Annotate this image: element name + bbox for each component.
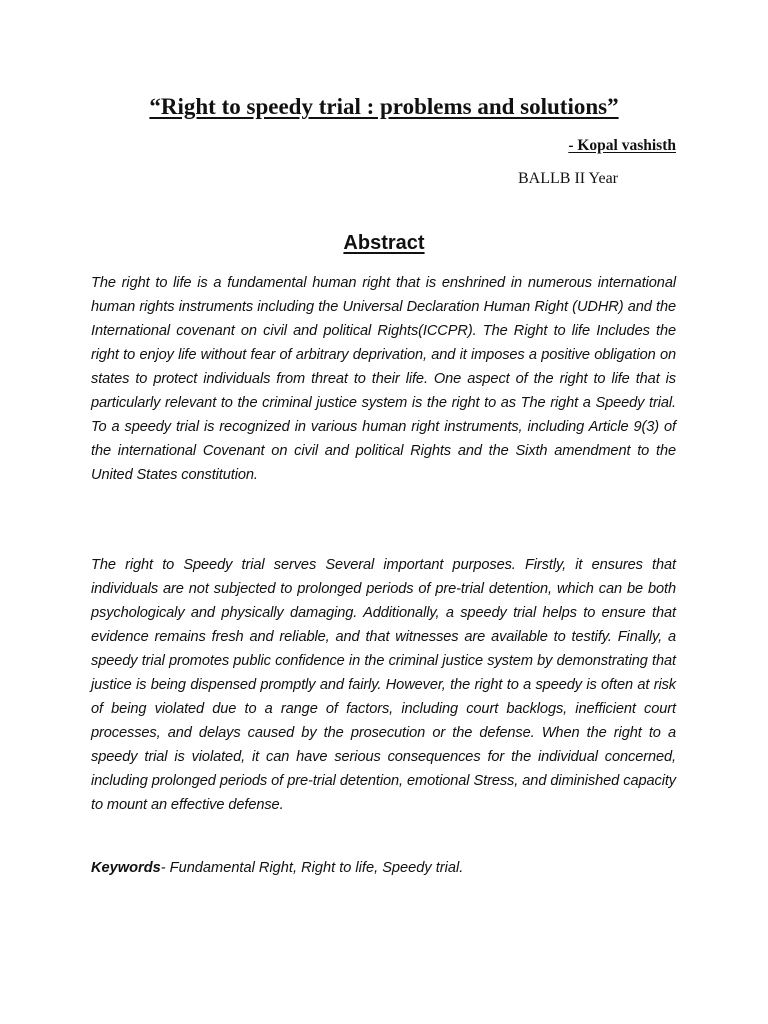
abstract-paragraph-1: The right to life is a fundamental human right that is enshrined in numerous international human rights instruments including the Universal Declaration Human Right (UDHR) and the International covenant on civil and political Rights(ICCPR). The Right to life Includes the right to enjoy life without fear of arbitrary deprivation, and it imposes a positive obligation on states to protect individuals from threat to their life. One aspect of the right to life that is particularly relevant to the criminal justice system is the right to as The right a Speedy trial. To a speedy trial is recognized in various human right instruments, including Article 9(3) of the international Covenant on civil and political Rights and the Sixth amendment to the United States constitution. <box>91 275 676 483</box>
keywords-text: - Fundamental Right, Right to life, Speedy trial. <box>160 860 464 876</box>
author-year: BALLB II Year <box>518 170 618 187</box>
author-name: - Kopal vashisth <box>568 137 676 154</box>
keywords-label: Keywords <box>91 860 161 876</box>
keywords-line <box>91 856 676 880</box>
abstract-heading: Abstract <box>343 232 425 254</box>
document-title: “Right to speedy trial : problems and solutions” <box>149 94 619 119</box>
abstract-paragraph-2: The right to Speedy trial serves Several important purposes. Firstly, it ensures that individuals are not subjected to prolonged periods of pre-trial detention, which can be both psychologicaly and physically damaging. Additionally, a speedy trial helps to ensure that evidence remains fresh and reliable, and that witnesses are available to testify. Finally, a speedy trial promotes public confidence in the criminal justice system by demonstrating that justice is being dispensed promptly and fairly. However, the right to a speedy is often at risk of being violated due to a range of factors, including court backlogs, inefficient court processes, and delays caused by the prosecution or the defense. When the right to a speedy trial is violated, it can have serious consequences for the individual concerned, including prolonged periods of pre-trial detention, emotional Stress, and diminished capacity to mount an effective defense. <box>91 557 676 813</box>
